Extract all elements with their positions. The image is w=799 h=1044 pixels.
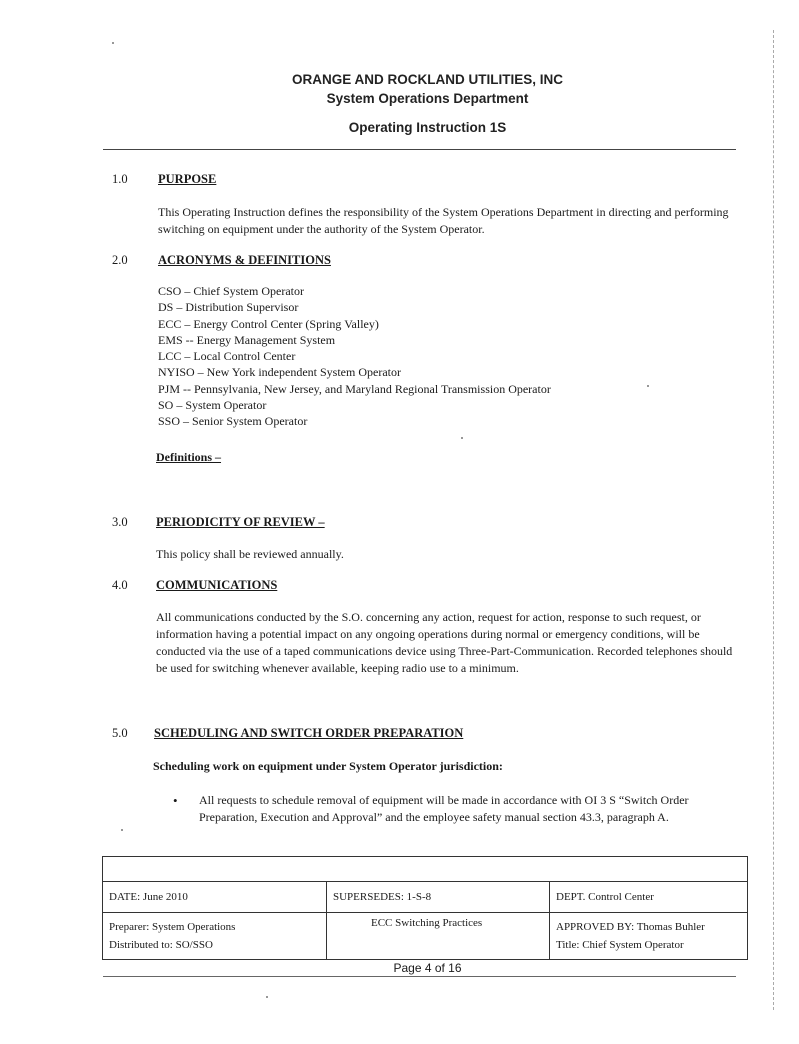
section-number-periodicity: 3.0 — [112, 515, 128, 529]
acronym-item: SO – System Operator — [158, 398, 267, 413]
footer-preparer-cell — [103, 913, 327, 960]
section-number-scheduling: 5.0 — [112, 726, 128, 740]
header-divider — [103, 149, 736, 150]
footer-dept: DEPT. Control Center — [550, 882, 748, 913]
footer-preparer: Preparer: System Operations — [109, 921, 236, 933]
acronym-item: LCC – Local Control Center — [158, 349, 296, 364]
acronym-item: DS – Distribution Supervisor — [158, 300, 299, 315]
footer-approver-title: Title: Chief System Operator — [556, 939, 684, 951]
page-number: Page 4 of 16 — [393, 961, 462, 975]
scheduling-subheading: Scheduling work on equipment under System Operator jurisdiction: — [153, 759, 503, 773]
scan-speck — [112, 42, 114, 44]
document-control-table — [102, 856, 748, 960]
footer-approval-cell — [550, 913, 748, 960]
communications-text: All communications conducted by the S.O. concerning any action, request for action, response to such request, or information having a potential impact on any ongoing operations during normal or emergency conditions, will be conducted via the use of a taped communications device using Three-Part-Communication. Recorded telephones should be used for switching whenever available, keeping radio use to a minimum. — [156, 610, 733, 675]
section-title-scheduling: SCHEDULING AND SWITCH ORDER PREPARATION — [154, 726, 464, 740]
acronym-item: EMS -- Energy Management System — [158, 332, 336, 347]
footer-date: DATE: June 2010 — [103, 882, 327, 913]
company-name: ORANGE AND ROCKLAND UTILITIES, INC — [292, 72, 563, 87]
section-number-communications: 4.0 — [112, 578, 128, 592]
section-title-acronyms: ACRONYMS & DEFINITIONS — [158, 253, 331, 267]
instruction-title: Operating Instruction 1S — [348, 120, 507, 135]
scan-speck — [121, 829, 123, 831]
acronym-item: NYISO – New York independent System Operator — [158, 365, 401, 380]
footer-divider — [103, 976, 736, 977]
acronym-list — [158, 283, 551, 430]
periodicity-text: This policy shall be reviewed annually. — [156, 547, 344, 561]
section-title-communications: COMMUNICATIONS — [156, 578, 278, 592]
scan-speck — [461, 437, 463, 439]
footer-approved: APPROVED BY: Thomas Buhler — [556, 921, 705, 933]
section-number-acronyms: 2.0 — [112, 253, 128, 267]
scan-speck — [647, 385, 649, 387]
department-name: System Operations Department — [326, 91, 529, 106]
section-title-periodicity: PERIODICITY OF REVIEW – — [156, 515, 325, 529]
acronym-item: PJM -- Pennsylvania, New Jersey, and Maryland Regional Transmission Operator — [158, 381, 551, 396]
section-number-purpose: 1.0 — [112, 172, 128, 186]
footer-distributed: Distributed to: SO/SSO — [109, 939, 213, 951]
bullet-icon: • — [173, 793, 178, 808]
scheduling-bullet — [170, 792, 725, 826]
footer-doc-title: ECC Switching Practices — [327, 913, 550, 960]
section-title-purpose: PURPOSE — [158, 172, 217, 186]
scan-edge-line — [773, 30, 774, 1010]
acronym-item: CSO – Chief System Operator — [158, 284, 304, 298]
footer-blank-row — [103, 857, 748, 882]
definitions-label: Definitions – — [156, 450, 222, 464]
scan-speck — [266, 996, 268, 998]
purpose-text: This Operating Instruction defines the responsibility of the System Operations Department in directing and performing switching on equipment under the authority of the System Operator. — [158, 205, 729, 236]
acronym-item: ECC – Energy Control Center (Spring Valley) — [158, 316, 379, 331]
footer-supersedes: SUPERSEDES: 1-S-8 — [327, 882, 550, 913]
scheduling-bullet-list — [170, 792, 725, 826]
acronym-item: SSO – Senior System Operator — [158, 414, 308, 429]
bullet-text: All requests to schedule removal of equipment will be made in accordance with OI 3 S “Switch Order Preparation, Execution and Approval” and the employee safety manual section 43.3, paragraph A. — [199, 793, 689, 824]
